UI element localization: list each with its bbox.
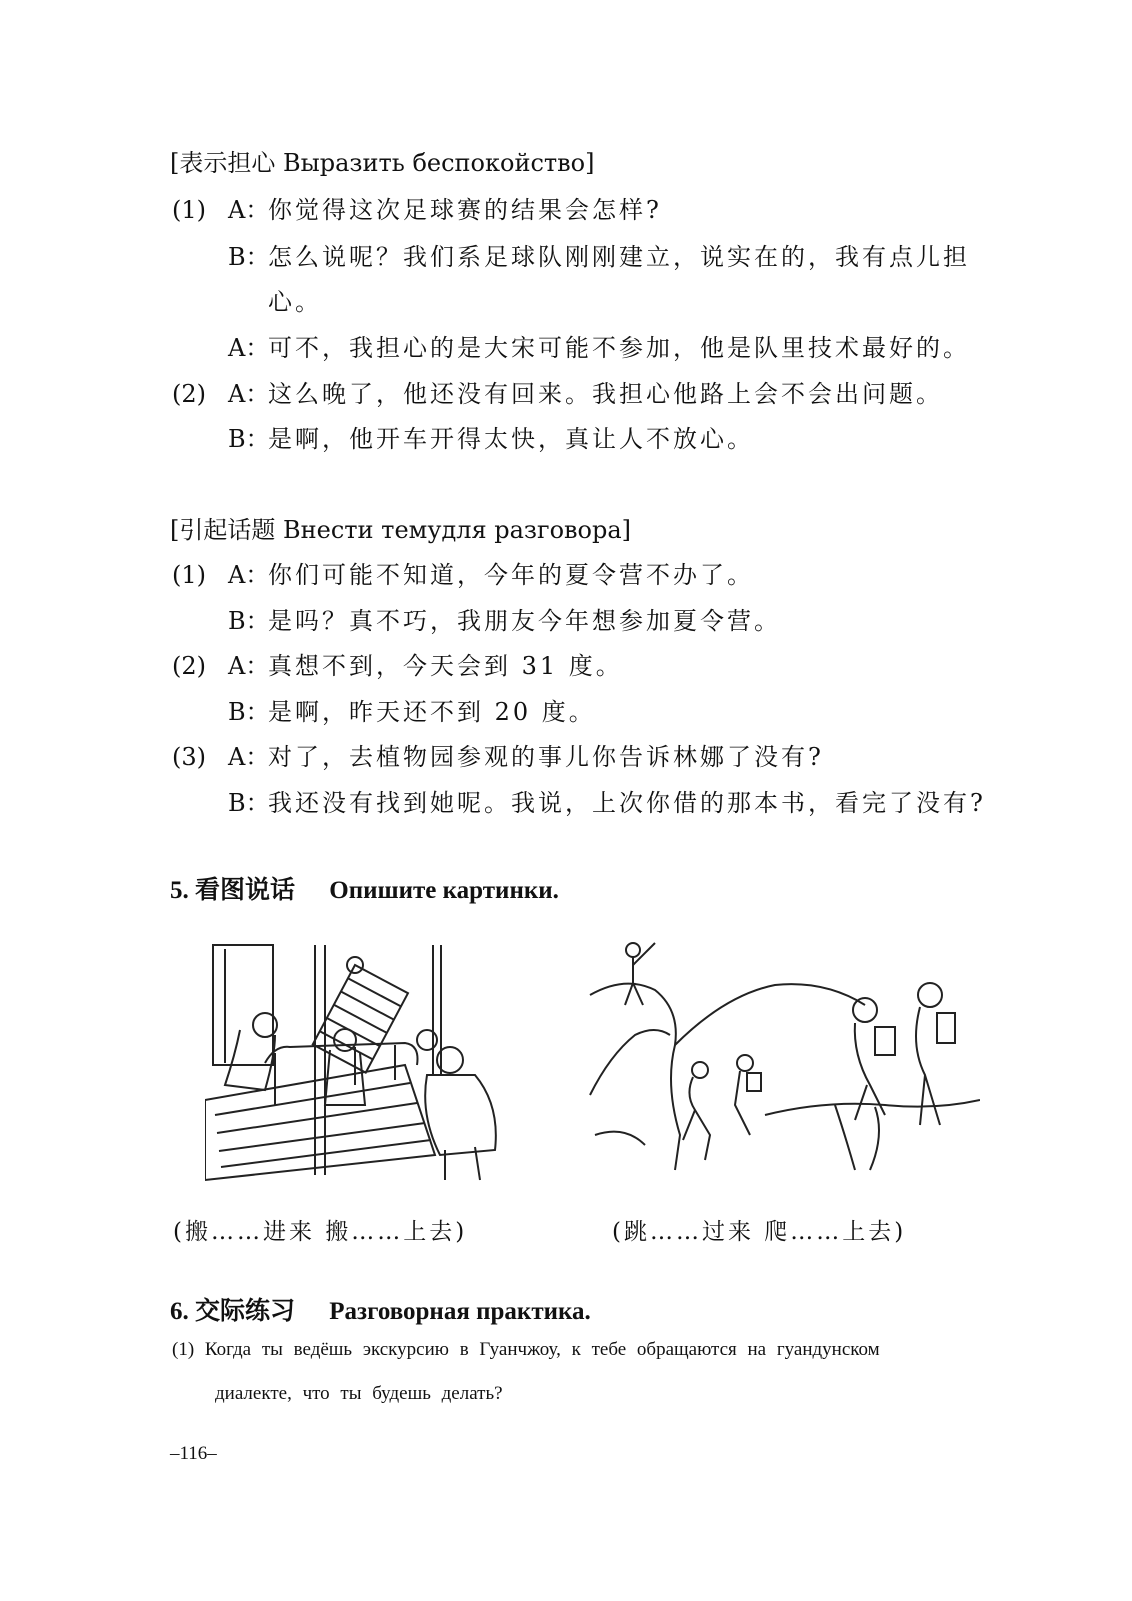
heading-introduce-topic: [引起话题 Внести темудля разговора] [170, 516, 632, 544]
dialogue-line-continued: 心。 [268, 288, 322, 316]
dialogue-line: (1) A：你们可能不知道，今年的夏令营不办了。 [172, 561, 754, 589]
dialogue-line: (2) A：真想不到，今天会到 31 度。 [172, 652, 623, 680]
dialogue-line: (3) A：对了，去植物园参观的事儿你告诉林娜了没有? [172, 743, 824, 771]
dialogue-line: B：我还没有找到她呢。我说，上次你借的那本书，看完了没有? [228, 789, 986, 817]
practice-item: (1) Когда ты ведёшь экскурсию в Гуанчжоу, к тебе обращаются на гуандунском [172, 1339, 880, 1360]
heading-express-worry: [表示担心 Выразить беспокойство] [170, 149, 595, 177]
caption-right: (跳……过来 爬……上去) [612, 1219, 907, 1245]
section-5-title: 5. 看图说话 Опишите картинки. [170, 877, 559, 904]
caption-left: (搬……进来 搬……上去) [173, 1219, 468, 1245]
dialogue-line: (2) A：这么晚了，他还没有回来。我担心他路上会不会出问题。 [172, 380, 943, 408]
illustration-moving-bed [205, 935, 515, 1185]
dialogue-line: B：怎么说呢？我们系足球队刚刚建立，说实在的，我有点儿担 [228, 243, 970, 271]
dialogue-line: B：是吗？真不巧，我朋友今年想参加夏令营。 [228, 607, 781, 635]
dialogue-line: B：是啊，昨天还不到 20 度。 [228, 698, 596, 726]
dialogue-line: (1) A：你觉得这次足球赛的结果会怎样? [172, 196, 662, 224]
practice-item-continued: диалекте, что ты будешь делать? [215, 1383, 503, 1404]
section-6-title: 6. 交际练习 Разговорная практика. [170, 1298, 591, 1325]
dialogue-line: B：是啊，他开车开得太快，真让人不放心。 [228, 425, 754, 453]
page-number: –116– [170, 1443, 217, 1464]
illustration-hikers-climbing [585, 935, 980, 1175]
dialogue-line: A：可不，我担心的是大宋可能不参加，他是队里技术最好的。 [228, 334, 970, 362]
